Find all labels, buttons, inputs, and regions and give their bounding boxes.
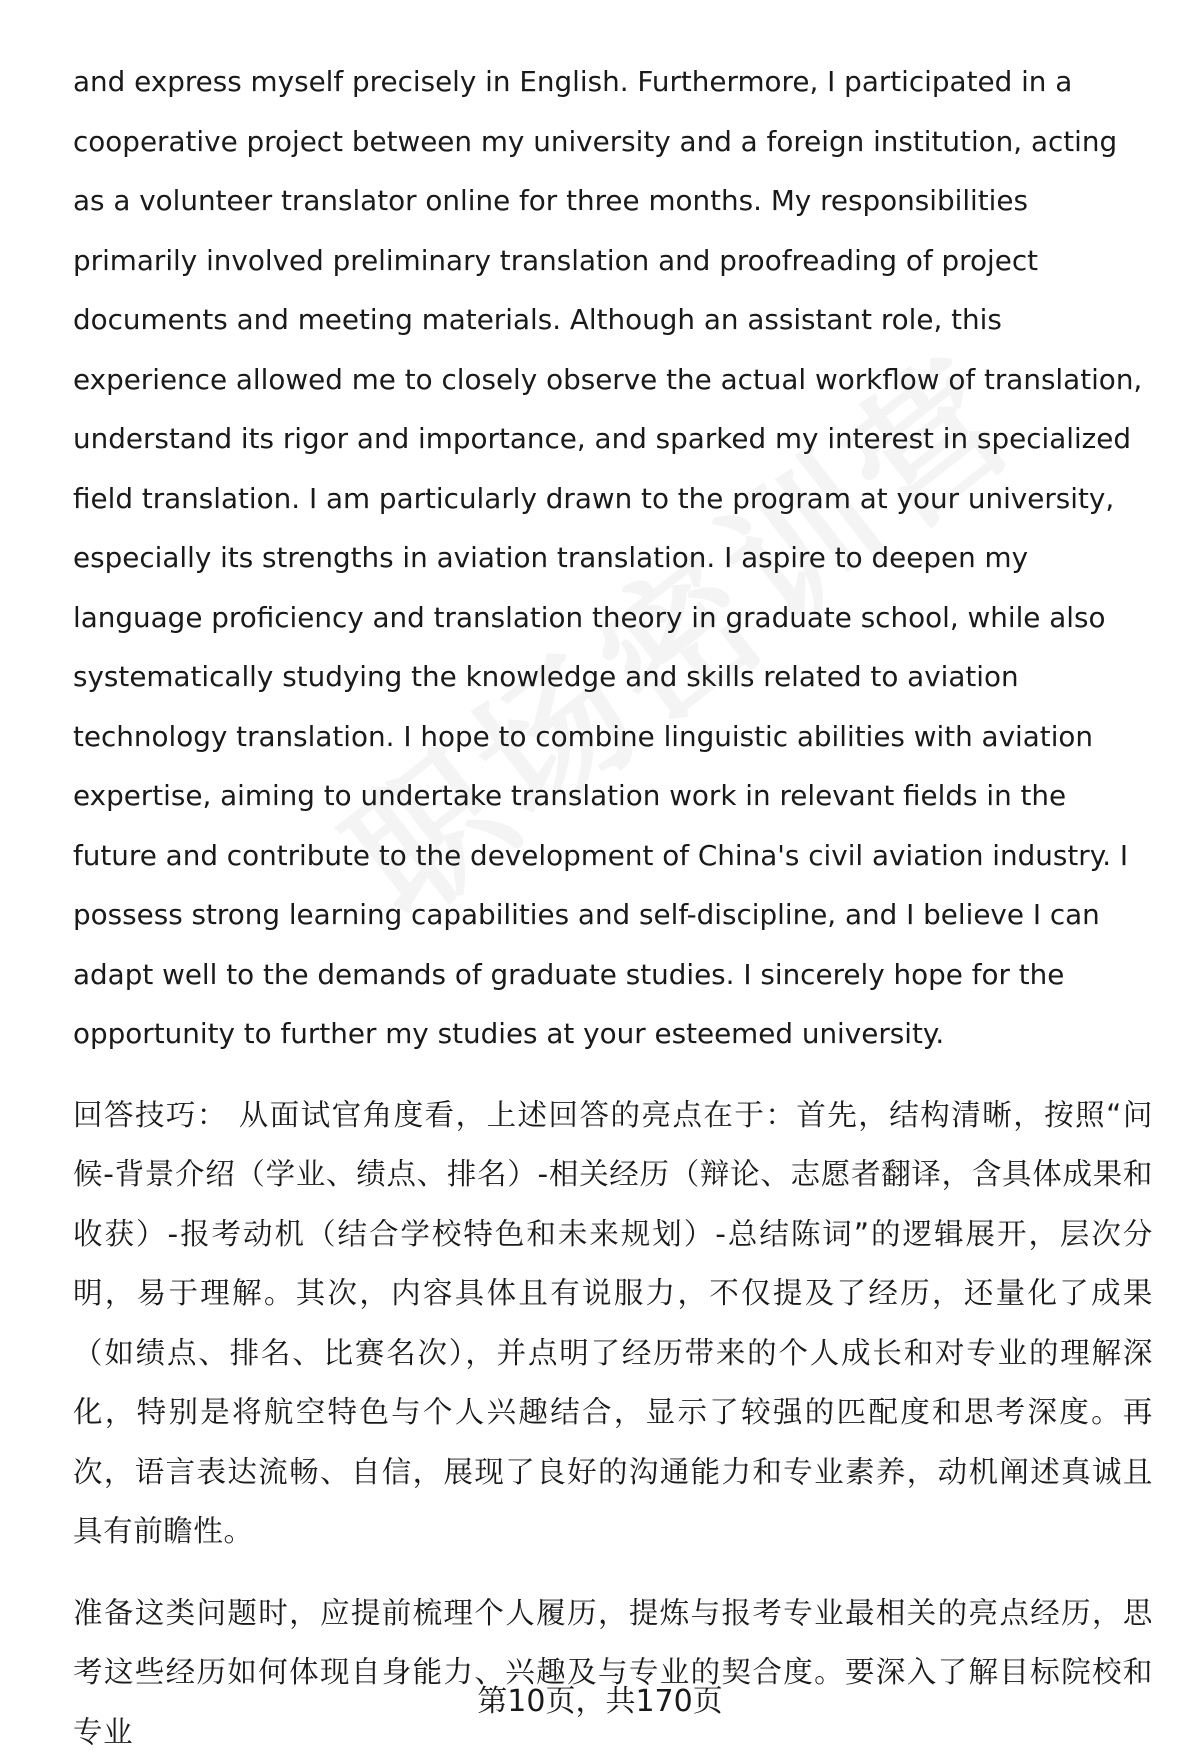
page-number-footer: 第10页，共170页 [0,1676,1200,1720]
english-answer-paragraph: and express myself precisely in English. Furthermore, I participated in a cooperative project between my university and a foreign institution, acting as a volunteer translator online for three months. My responsibilities primarily involved preliminary translation and proofreading of project documents and meeting materials. Although an assistant role, this experience allowed me to closely observe the actual workflow of translation, understand its rigor and importance, and sparked my interest in specialized field translation. I am particularly drawn to the program at your university, especially its strengths in aviation translation. I aspire to deepen my language proficiency and translation theory in graduate school, while also systematically studying the knowledge and skills related to aviation technology translation. I hope to combine linguistic abilities with aviation expertise, aiming to undertake translation work in relevant fields in the future and contribute to the development of China's civil aviation industry. I possess strong learning capabilities and self-discipline, and I believe I can adapt well to the demands of graduate studies. I sincerely hope for the opportunity to further my studies at your esteemed university. [73,52,1153,1064]
paragraph-spacer [73,1562,1153,1584]
answer-tips-paragraph: 回答技巧： 从面试官角度看，上述回答的亮点在于：首先，结构清晰，按照“问候-背景介绍（学业、绩点、排名）-相关经历（辩论、志愿者翻译，含具体成果和收获）-报考动机（结合学校特色和未来规划）-总结陈词”的逻辑展开，层次分明，易于理解。其次，内容具体且有说服力，不仅提及了经历，还量化了成果（如绩点、排名、比赛名次），并点明了经历带来的个人成长和对专业的理解深化，特别是将航空特色与个人兴趣结合，显示了较强的匹配度和思考深度。再次，语言表达流畅、自信，展现了良好的沟通能力和专业素养，动机阐述真诚且具有前瞻性。 [73,1086,1153,1562]
document-body [73,52,1153,1762]
paragraph-spacer [73,1064,1153,1086]
preparation-advice-paragraph: 准备这类问题时，应提前梳理个人履历，提炼与报考专业最相关的亮点经历，思考这些经历如何体现自身能力、兴趣及与专业的契合度。要深入了解目标院校和专业 [73,1584,1153,1762]
